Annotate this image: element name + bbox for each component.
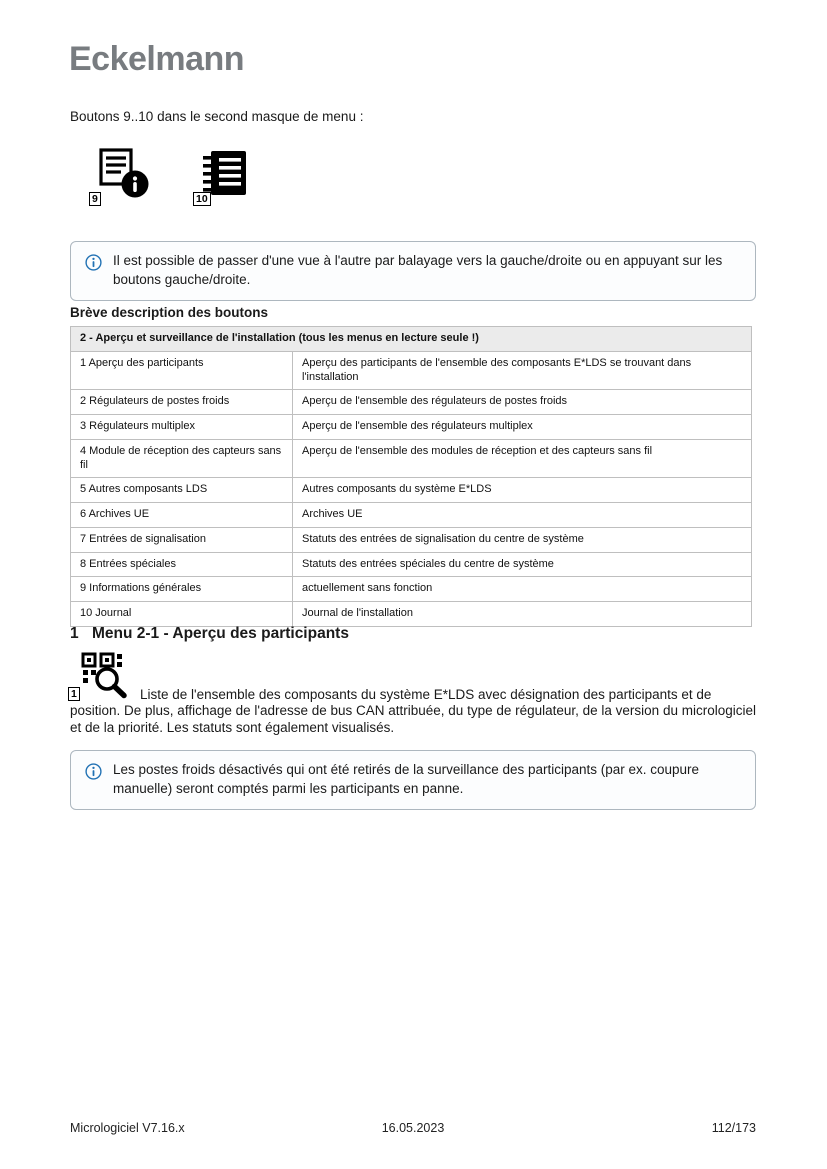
buttons-description-table bbox=[70, 326, 752, 627]
table-row bbox=[71, 390, 752, 415]
table-cell-desc: Autres composants du système E*LDS bbox=[293, 478, 752, 503]
footer-page-number: 112/173 bbox=[711, 1121, 757, 1135]
table-row bbox=[71, 577, 752, 602]
company-logo: Eckelmann bbox=[69, 40, 245, 78]
menu-buttons-row bbox=[94, 147, 250, 206]
document-info-icon bbox=[94, 188, 152, 205]
table-cell-desc: Aperçu de l'ensemble des régulateurs multiplex bbox=[293, 415, 752, 440]
button-10 bbox=[198, 147, 250, 206]
info-box-swipe bbox=[70, 241, 756, 301]
table-cell-label: 9 Informations générales bbox=[71, 577, 293, 602]
info-box-disabled-coldrooms bbox=[70, 750, 756, 810]
table-row bbox=[71, 351, 752, 390]
table-row bbox=[71, 527, 752, 552]
info-icon bbox=[85, 763, 102, 786]
participants-overview-icon bbox=[70, 652, 132, 703]
table-cell-label: 7 Entrées de signalisation bbox=[71, 527, 293, 552]
table-cell-desc: Aperçu de l'ensemble des régulateurs de postes froids bbox=[293, 390, 752, 415]
table-cell-label: 8 Entrées spéciales bbox=[71, 552, 293, 577]
table-header: 2 - Aperçu et surveillance de l'installation (tous les menus en lecture seule !) bbox=[71, 327, 752, 352]
button-10-number: 10 bbox=[193, 192, 211, 206]
table-row bbox=[71, 552, 752, 577]
section-number: 1 bbox=[70, 625, 79, 642]
button-9-number: 9 bbox=[89, 192, 101, 206]
table-cell-label: 1 Aperçu des participants bbox=[71, 351, 293, 390]
table-cell-desc: Statuts des entrées de signalisation du centre de système bbox=[293, 527, 752, 552]
button-9 bbox=[94, 147, 152, 206]
section-paragraph-text: Liste de l'ensemble des composants du système E*LDS avec désignation des participants et de position. De plus, affichage de l'adresse de bus CAN attribuée, du type de régulateur, de la version du micrologiciel et de la priorité. Les statuts sont également visualisés. bbox=[70, 687, 756, 735]
info-box-text: Les postes froids désactivés qui ont été retirés de la surveillance des participants (par ex. coupure manuelle) seront comptés parmi les participants en panne. bbox=[113, 762, 700, 796]
table-cell-desc: Statuts des entrées spéciales du centre de système bbox=[293, 552, 752, 577]
table-row bbox=[71, 478, 752, 503]
footer-date: 16.05.2023 bbox=[381, 1121, 445, 1135]
table-row bbox=[71, 415, 752, 440]
table-header-row bbox=[71, 327, 752, 352]
page-footer bbox=[70, 1121, 756, 1135]
table-cell-label: 6 Archives UE bbox=[71, 503, 293, 528]
table-row bbox=[71, 602, 752, 627]
footer-firmware-version: Micrologiciel V7.16.x bbox=[70, 1121, 185, 1135]
intro-text: Boutons 9..10 dans le second masque de menu : bbox=[70, 109, 364, 124]
table-cell-desc: Aperçu de l'ensemble des modules de réception et des capteurs sans fil bbox=[293, 439, 752, 478]
table-cell-label: 4 Module de réception des capteurs sans fil bbox=[71, 439, 293, 478]
icon-badge-number: 1 bbox=[68, 687, 80, 701]
section-paragraph bbox=[70, 652, 762, 736]
table-cell-label: 2 Régulateurs de postes froids bbox=[71, 390, 293, 415]
section-heading-menu-2-1 bbox=[70, 625, 349, 643]
table-cell-desc: Journal de l'installation bbox=[293, 602, 752, 627]
info-box-text: Il est possible de passer d'une vue à l'autre par balayage vers la gauche/droite ou en appuyant sur les boutons gauche/droite. bbox=[113, 253, 723, 287]
table-cell-label: 5 Autres composants LDS bbox=[71, 478, 293, 503]
table-row bbox=[71, 503, 752, 528]
table-cell-desc: Archives UE bbox=[293, 503, 752, 528]
table-row bbox=[71, 439, 752, 478]
section-title-short-description: Brève description des boutons bbox=[70, 305, 269, 320]
section-heading-text: Menu 2-1 - Aperçu des participants bbox=[92, 625, 349, 642]
table-cell-desc: actuellement sans fonction bbox=[293, 577, 752, 602]
table-cell-label: 10 Journal bbox=[71, 602, 293, 627]
table-cell-label: 3 Régulateurs multiplex bbox=[71, 415, 293, 440]
table-cell-desc: Aperçu des participants de l'ensemble des composants E*LDS se trouvant dans l'installation bbox=[293, 351, 752, 390]
info-icon bbox=[85, 254, 102, 277]
